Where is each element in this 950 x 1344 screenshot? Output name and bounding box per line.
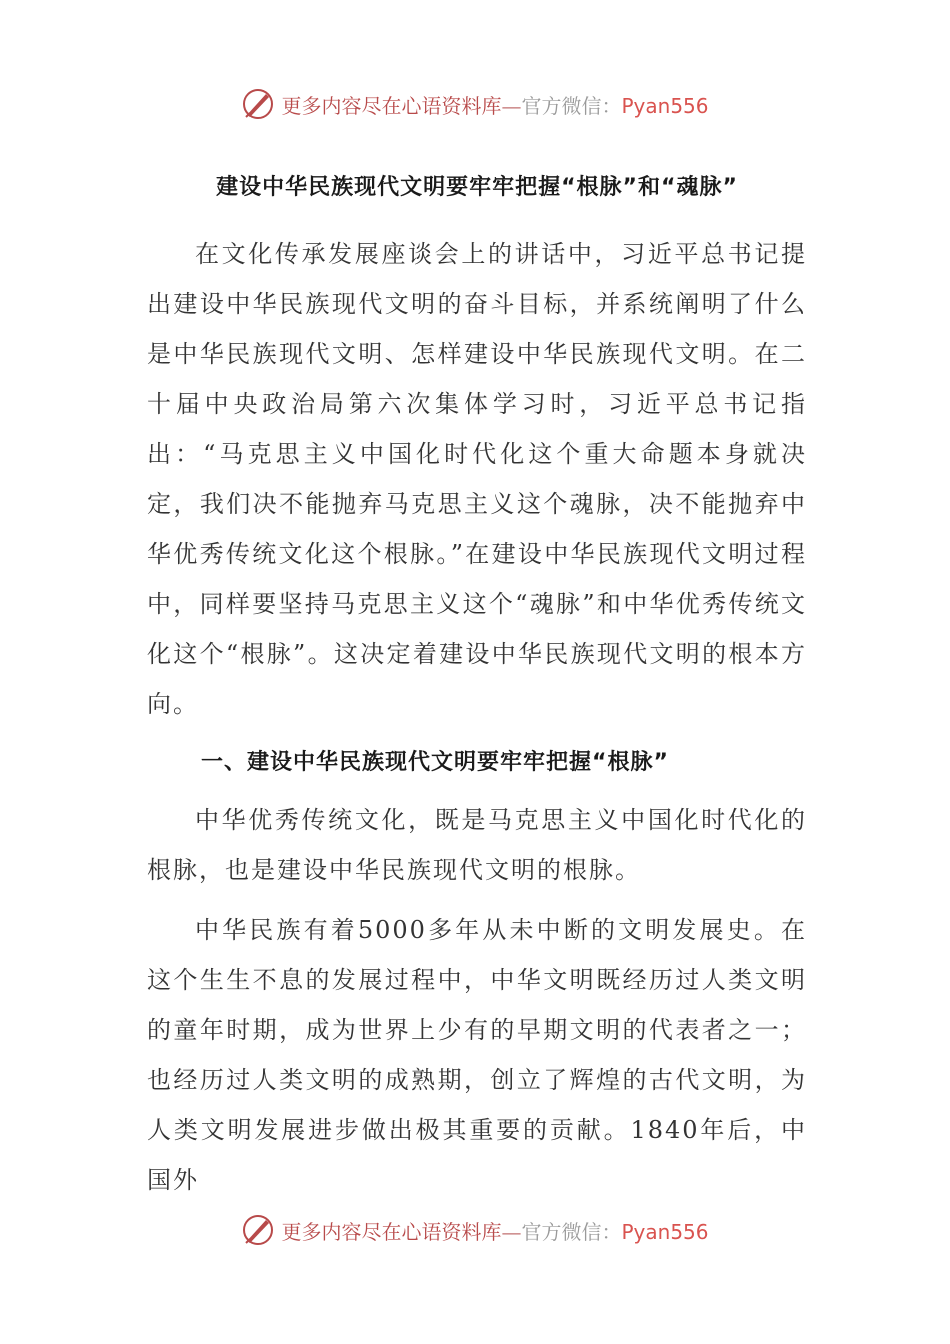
banner-text: 更多内容尽在心语资料库—官方微信：Pyan556: [281, 93, 709, 118]
section-heading: 一、建设中华民族现代文明要牢牢把握“根脉”: [201, 750, 669, 775]
quill-pen-icon: [241, 87, 275, 121]
banner-text: 更多内容尽在心语资料库—官方微信：Pyan556: [281, 1219, 709, 1244]
section-paragraph-1: 中华优秀传统文化，既是马克思主义中国化时代化的根脉，也是建设中华民族现代文明的根脉。: [147, 806, 807, 884]
article-body: [147, 170, 807, 1205]
intro-paragraph: 在文化传承发展座谈会上的讲话中，习近平总书记提出建设中华民族现代文明的奋斗目标，并系统阐明了什么是中华民族现代文明、怎样建设中华民族现代文明。在二十届中央政治局第六次集体学习时，习近平总书记指出：“马克思主义中国化时代化这个重大命题本身就决定，我们决不能抛弃马克思主义这个魂脉，决不能抛弃中华优秀传统文化这个根脉。”在建设中华民族现代文明过程中，同样要坚持马克思主义这个“魂脉”和中华优秀传统文化这个“根脉”。这决定着建设中华民族现代文明的根本方向。: [147, 240, 807, 718]
quill-pen-icon: [241, 1213, 275, 1247]
section-paragraph-2: 中华民族有着5000多年从未中断的文明发展史。在这个生生不息的发展过程中，中华文明既经历过人类文明的童年时期，成为世界上少有的早期文明的代表者之一；也经历过人类文明的成熟期，创立了辉煌的古代文明，为人类文明发展进步做出极其重要的贡献。1840年后，中国外: [147, 916, 807, 1194]
footer-banner: [0, 1210, 950, 1250]
article-title: 建设中华民族现代文明要牢牢把握“根脉”和“魂脉”: [216, 175, 738, 200]
header-banner: [0, 84, 950, 124]
